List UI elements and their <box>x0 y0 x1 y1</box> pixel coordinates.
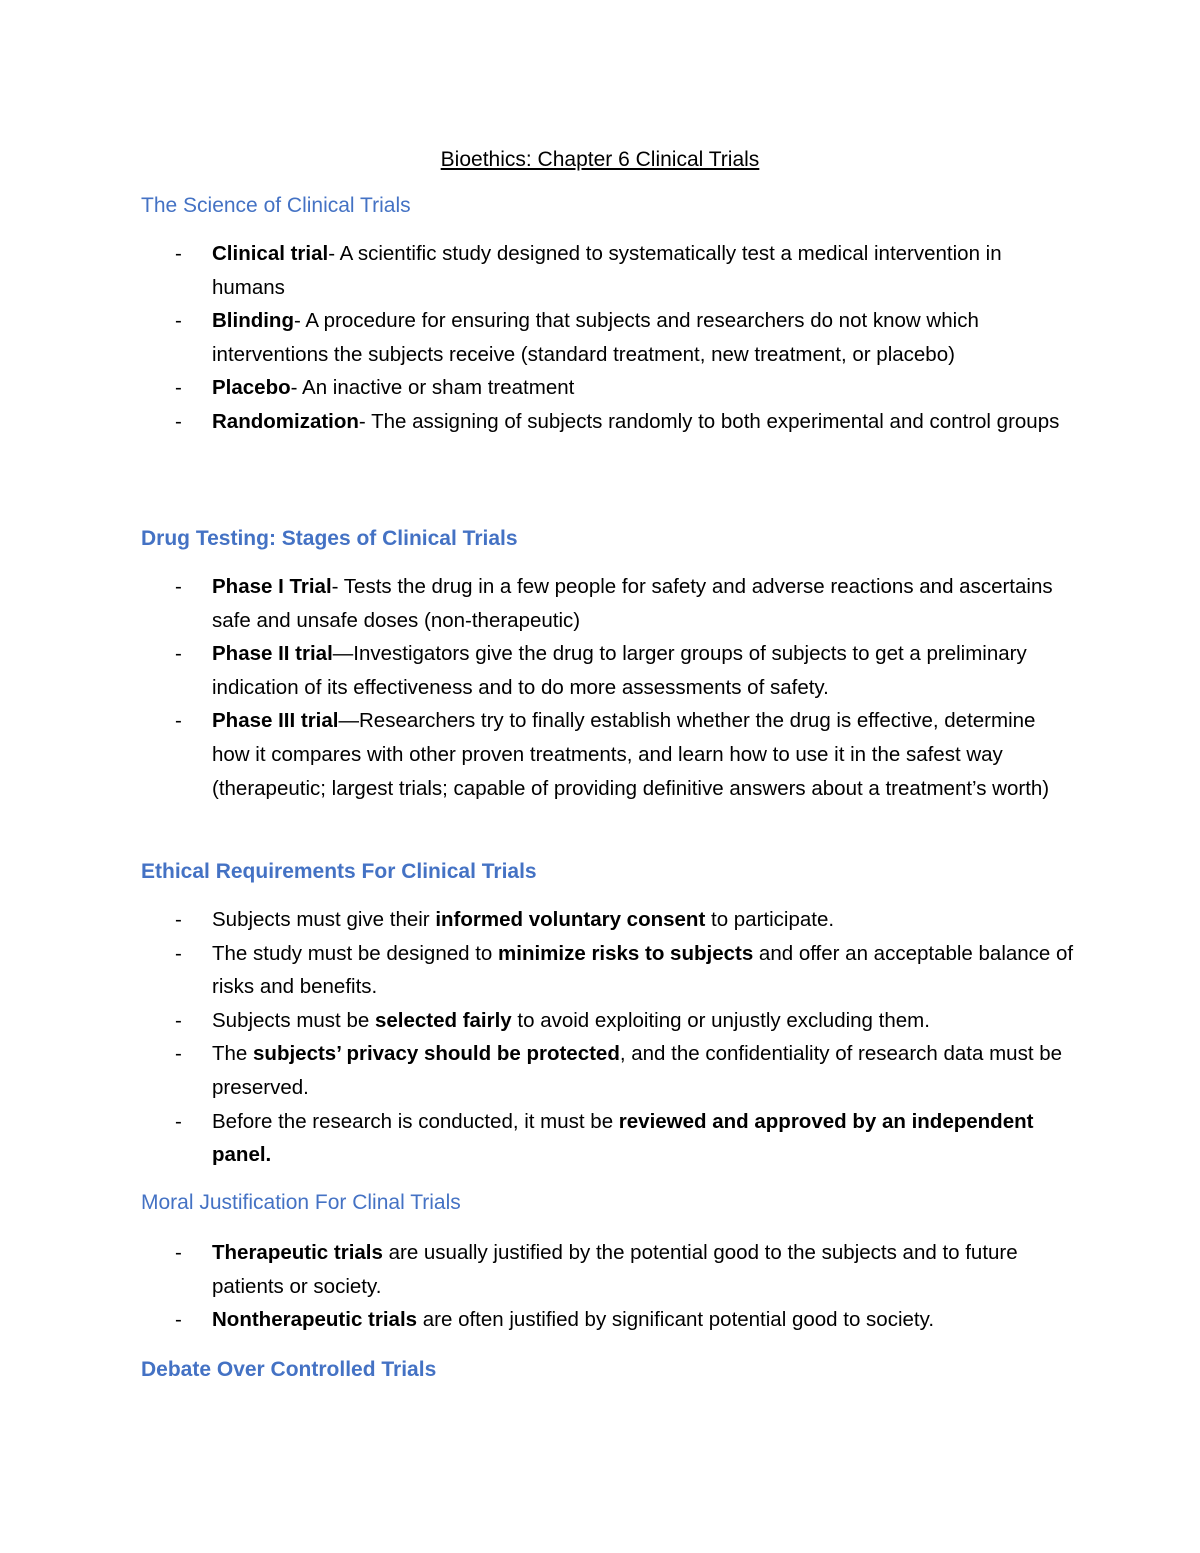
list-dash: - <box>175 409 182 433</box>
list-dash: - <box>175 908 182 931</box>
list-dash: - <box>175 1008 182 1032</box>
list-item <box>175 405 1075 439</box>
list-item <box>175 570 1075 637</box>
list-dash: - <box>175 1241 182 1264</box>
definition: - A procedure for ensuring that subjects and researchers do not know which interventions the subjects receive (standard treatment, new treatment, or placebo) <box>212 309 979 366</box>
list-dash: - <box>175 642 182 666</box>
text: , and the confidentiality of research data must be preserved. <box>212 1042 1063 1099</box>
section-heading-moral: Moral Justification For Clinal Trials <box>141 1191 461 1214</box>
term: Therapeutic trials <box>212 1241 383 1264</box>
term: Blinding <box>212 309 294 333</box>
list-item <box>175 237 1075 304</box>
definition: - The assigning of subjects randomly to both experimental and control groups <box>358 409 1060 433</box>
term: Placebo <box>212 376 291 400</box>
moral-list <box>175 1236 1075 1337</box>
text: to participate. <box>705 908 835 931</box>
text: The <box>212 1042 254 1066</box>
text: Subjects must give their <box>212 908 436 931</box>
definition: —Investigators give the drug to larger groups of subjects to get a preliminary indication of its effectiveness and to do more assessments of safety. <box>212 642 1027 699</box>
list-dash: - <box>175 1109 182 1133</box>
emphasis: reviewed and approved by an independent panel. <box>212 1109 1034 1167</box>
definition: are often justified by significant potential good to society. <box>417 1308 935 1332</box>
list-item <box>175 937 1075 1004</box>
list-item <box>175 637 1075 704</box>
list-item <box>175 1037 1075 1104</box>
list-item <box>175 371 1075 405</box>
list-dash: - <box>175 1042 182 1066</box>
list-dash: - <box>175 941 182 965</box>
emphasis: informed voluntary consent <box>435 908 706 931</box>
list-dash: - <box>175 376 182 400</box>
section-heading-drug-testing: Drug Testing: Stages of Clinical Trials <box>141 527 518 550</box>
text: The study must be designed to <box>212 941 499 965</box>
term: Phase III trial <box>212 709 339 733</box>
list-item <box>175 1303 1075 1337</box>
emphasis: subjects’ privacy should be protected <box>253 1042 620 1066</box>
list-dash: - <box>175 309 182 333</box>
drug-testing-list <box>175 570 1075 805</box>
list-item <box>175 1004 1075 1038</box>
emphasis: selected fairly <box>374 1008 512 1032</box>
list-item <box>175 1105 1075 1172</box>
text: Before the research is conducted, it must be <box>212 1109 619 1133</box>
list-dash: - <box>175 709 182 733</box>
term: Randomization <box>212 409 359 433</box>
list-item <box>175 903 1075 937</box>
emphasis: minimize risks to subjects <box>498 941 754 965</box>
term: Nontherapeutic trials <box>212 1308 418 1332</box>
section-heading-debate: Debate Over Controlled Trials <box>141 1358 437 1381</box>
term: Phase I Trial <box>212 575 332 598</box>
definition: - An inactive or sham treatment <box>290 376 575 400</box>
term: Phase II trial <box>212 642 333 666</box>
list-item <box>175 304 1075 371</box>
text: to avoid exploiting or unjustly excluding them. <box>511 1008 930 1032</box>
section-heading-ethical: Ethical Requirements For Clinical Trials <box>141 860 537 883</box>
list-item <box>175 704 1075 805</box>
document-title: Bioethics: Chapter 6 Clinical Trials <box>440 148 760 171</box>
text: and offer an acceptable balance of risks and benefits. <box>212 941 1074 999</box>
definition: are usually justified by the potential good to the subjects and to future patients or society. <box>212 1241 1018 1298</box>
section-heading-science: The Science of Clinical Trials <box>141 194 411 217</box>
text: Subjects must be <box>212 1008 375 1032</box>
definition: —Researchers try to finally establish whether the drug is effective, determine how it compares with other proven treatments, and learn how to use it in the safest way (therapeutic; largest trials; capable of providing definitive answers about a treatment’s worth) <box>212 709 1050 800</box>
list-item <box>175 1236 1075 1303</box>
ethical-list <box>175 903 1075 1172</box>
list-dash: - <box>175 575 182 598</box>
list-dash: - <box>175 1308 182 1332</box>
definition: - Tests the drug in a few people for safety and adverse reactions and ascertains safe and unsafe doses (non-therapeutic) <box>212 575 1053 632</box>
list-dash: - <box>175 242 182 265</box>
definition: - A scientific study designed to systematically test a medical intervention in humans <box>212 242 1002 299</box>
science-list <box>175 237 1075 439</box>
term: Clinical trial <box>212 242 329 265</box>
